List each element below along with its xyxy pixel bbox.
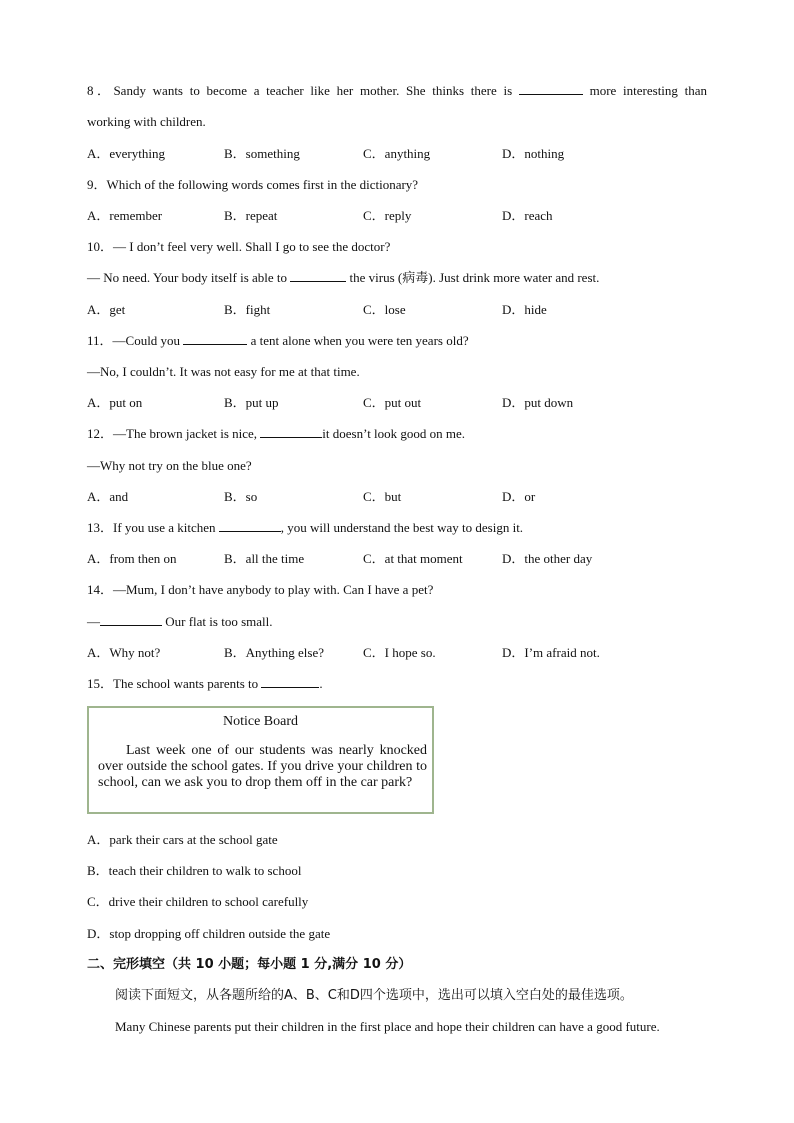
question-8-stem: 8．Sandy wants to become a teacher like her mother. She thinks there is more interesting than	[87, 83, 708, 98]
answer-blank	[183, 332, 247, 345]
question-12-line-1: 12．—The brown jacket is nice, it doesn’t look good on me.	[87, 426, 466, 441]
option-c: C．at that moment	[363, 551, 463, 566]
option-b: B．repeat	[224, 208, 278, 223]
question-13-options	[87, 550, 707, 568]
notice-board-text: Last week one of our students was nearly knocked over outside the school gates. If you drive your children to school, can we ask you to drop them off in the car park?	[98, 743, 427, 790]
option-c: C．reply	[363, 208, 412, 223]
option-a: A．put on	[87, 395, 143, 410]
question-10-options	[87, 301, 707, 319]
option-d: D．or	[502, 489, 536, 504]
option-b: B．put up	[224, 395, 279, 410]
option-d: D．reach	[502, 208, 553, 223]
question-12-options	[87, 488, 707, 506]
option-a: A．everything	[87, 146, 165, 161]
section-2-heading: 二、完形填空（共 10 小题；每小题 1 分,满分 10 分）	[87, 957, 412, 972]
option-c: C．I hope so.	[363, 645, 436, 660]
question-13-stem: 13．If you use a kitchen , you will understand the best way to design it.	[87, 520, 524, 535]
question-14-line-2: — Our flat is too small.	[87, 614, 273, 629]
question-11-options	[87, 394, 707, 412]
answer-blank	[260, 425, 322, 438]
question-11-line-1: 11．—Could you a tent alone when you were ten years old?	[87, 333, 469, 348]
question-12-line-2: —Why not try on the blue one?	[87, 458, 252, 473]
option-a: A．from then on	[87, 551, 177, 566]
question-15-option-b: B．teach their children to walk to school	[87, 863, 302, 878]
answer-blank	[219, 519, 281, 532]
option-a: A．and	[87, 489, 129, 504]
question-15-option-d: D．stop dropping off children outside the gate	[87, 926, 331, 941]
option-b: B．fight	[224, 302, 271, 317]
notice-board-image	[87, 706, 434, 814]
answer-blank	[519, 82, 583, 95]
option-a: A．remember	[87, 208, 163, 223]
question-10-line-2: — No need. Your body itself is able to the virus (病毒). Just drink more water and rest.	[87, 270, 600, 285]
option-c: C．lose	[363, 302, 406, 317]
option-d: D．nothing	[502, 146, 565, 161]
question-11-line-2: —No, I couldn’t. It was not easy for me at that time.	[87, 364, 360, 379]
option-d: D．hide	[502, 302, 547, 317]
option-a: A．Why not?	[87, 645, 161, 660]
question-9-options	[87, 207, 707, 225]
option-d: D．the other day	[502, 551, 593, 566]
option-b: B．so	[224, 489, 258, 504]
option-d: D．put down	[502, 395, 574, 410]
option-c: C．but	[363, 489, 402, 504]
question-15-option-a: A．park their cars at the school gate	[87, 832, 278, 847]
question-8-stem-continued: working with children.	[87, 114, 206, 129]
option-b: B．all the time	[224, 551, 305, 566]
notice-board-title: Notice Board	[222, 714, 299, 729]
question-15-option-c: C．drive their children to school carefully	[87, 894, 309, 909]
option-b: B．Anything else?	[224, 645, 325, 660]
option-c: C．put out	[363, 395, 422, 410]
answer-blank	[100, 613, 162, 626]
option-a: A．get	[87, 302, 126, 317]
option-b: B．something	[224, 146, 300, 161]
question-9-stem: 9．Which of the following words comes first in the dictionary?	[87, 177, 419, 192]
question-8-options	[87, 145, 707, 163]
question-14-line-1: 14．—Mum, I don’t have anybody to play with. Can I have a pet?	[87, 582, 434, 597]
answer-blank	[261, 675, 319, 688]
answer-blank	[290, 269, 346, 282]
question-14-options	[87, 644, 707, 662]
question-10-line-1: 10．— I don’t feel very well. Shall I go to see the doctor?	[87, 239, 391, 254]
section-2-passage: Many Chinese parents put their children in the first place and hope their children can have a good future.	[115, 1019, 660, 1034]
option-d: D．I’m afraid not.	[502, 645, 600, 660]
option-c: C．anything	[363, 146, 431, 161]
section-2-instruction: 阅读下面短文，从各题所给的A、B、C和D四个选项中，选出可以填入空白处的最佳选项。	[115, 988, 633, 1003]
question-15-stem: 15．The school wants parents to .	[87, 676, 323, 691]
